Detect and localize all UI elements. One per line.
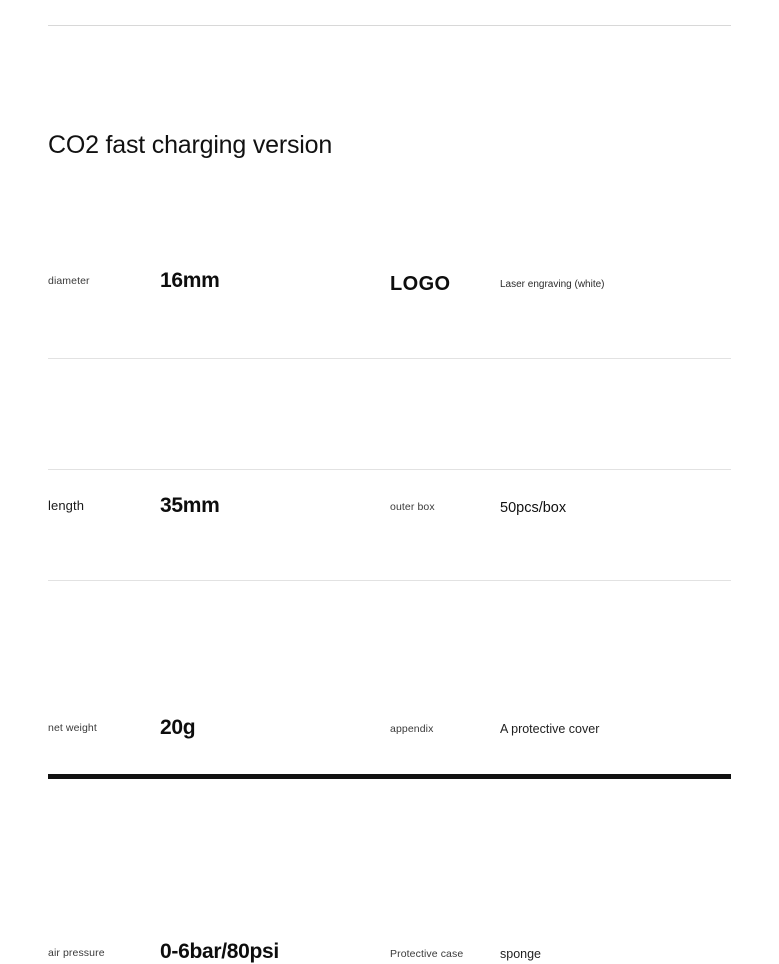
spec-label-diameter: diameter [48, 275, 90, 287]
table-row [48, 248, 731, 359]
spec-desc-engraving: Laser engraving (white) [500, 279, 605, 290]
spec-desc-appendix: A protective cover [500, 722, 600, 736]
spec-label-appendix: appendix [390, 723, 434, 735]
spec-label-protective-case: Protective case [390, 948, 464, 960]
spec-value-air-pressure: 0-6bar/80psi [160, 940, 279, 963]
spec-value-net-weight: 20g [160, 716, 196, 739]
spec-label-outer-box: outer box [390, 501, 435, 513]
page-title: CO2 fast charging version [48, 131, 333, 159]
spec-label-air-pressure: air pressure [48, 947, 105, 959]
spec-value-length: 35mm [160, 494, 220, 517]
specification-table [48, 248, 731, 963]
top-divider [48, 25, 731, 26]
spec-logo-label: LOGO [390, 273, 451, 295]
spec-label-net-weight: net weight [48, 722, 97, 734]
bottom-divider [48, 774, 731, 779]
spec-value-diameter: 16mm [160, 269, 220, 292]
spec-label-length: length [48, 498, 85, 513]
table-row [48, 470, 731, 739]
table-row [48, 359, 731, 517]
spec-desc-outer-box: 50pcs/box [500, 500, 567, 516]
spec-desc-protective-case: sponge [500, 947, 542, 961]
